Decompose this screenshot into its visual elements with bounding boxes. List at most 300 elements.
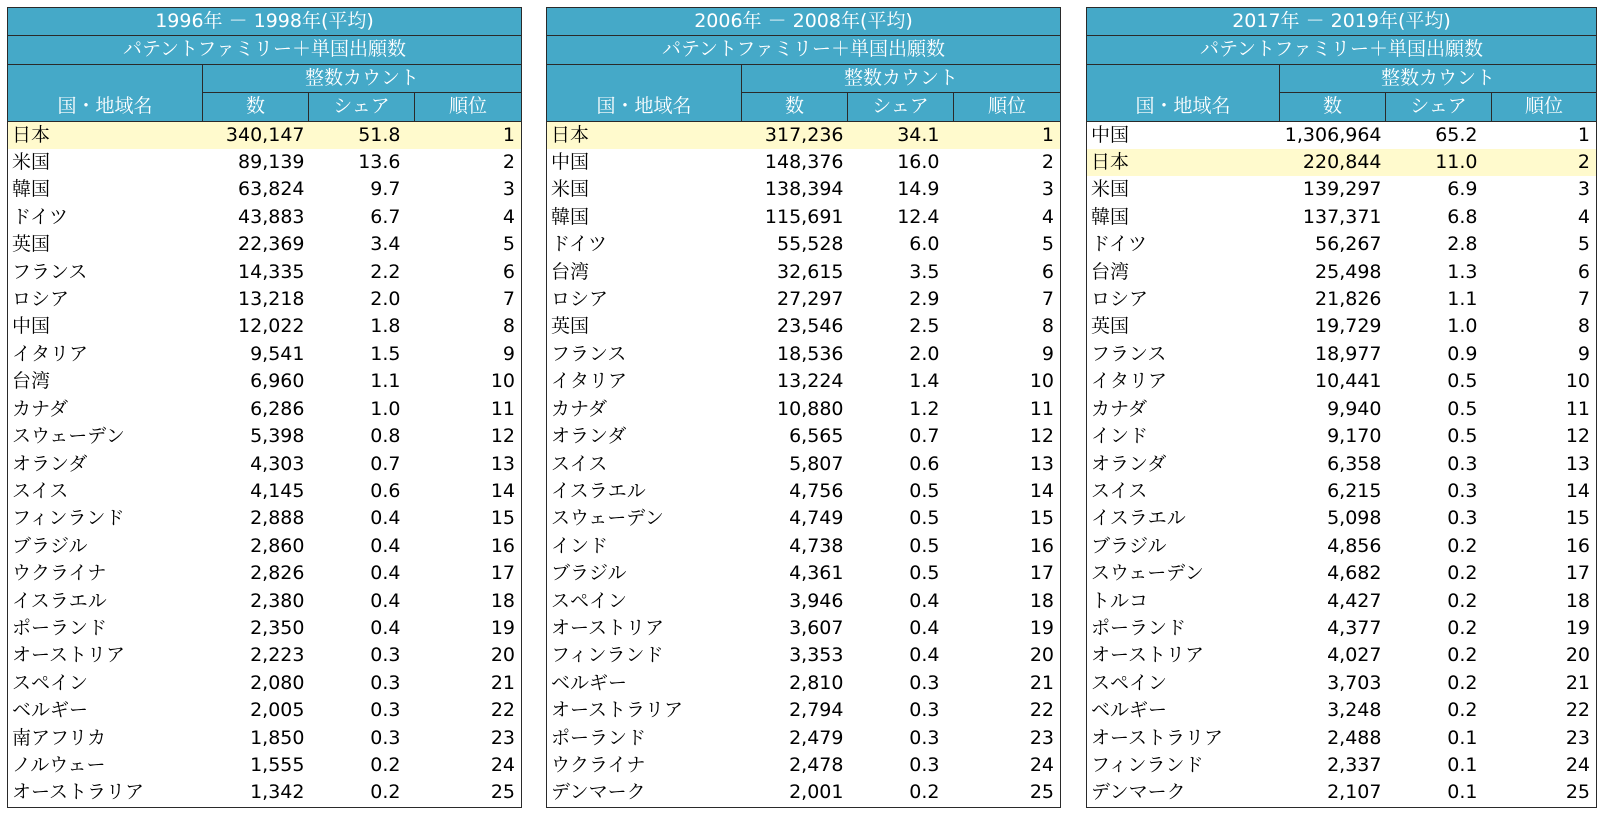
country-name: 韓国 xyxy=(547,204,742,231)
table-row xyxy=(1087,478,1597,505)
count-value: 6,215 xyxy=(1327,479,1382,502)
country-name: スペイン xyxy=(1087,670,1280,697)
country-name: デンマーク xyxy=(1087,779,1280,807)
count-value: 2,337 xyxy=(1327,753,1382,776)
table-row xyxy=(8,368,522,395)
table-row xyxy=(8,176,522,203)
share-value: 0.2 xyxy=(1447,562,1478,585)
table-row xyxy=(1087,752,1597,779)
rank-value: 22 xyxy=(1492,697,1597,724)
table-row xyxy=(8,121,522,149)
count-type-header: 整数カウント xyxy=(742,64,1061,92)
table-row xyxy=(1087,204,1597,231)
ranking-panel-2006-2008 xyxy=(546,7,1061,808)
country-name: カナダ xyxy=(8,396,203,423)
country-name: オーストリア xyxy=(8,642,203,669)
country-name: 日本 xyxy=(547,121,742,149)
count-value: 2,223 xyxy=(250,644,305,667)
metric-title: パテントファミリー＋単国出願数 xyxy=(8,36,522,64)
country-name: ドイツ xyxy=(8,204,203,231)
country-name: オランダ xyxy=(1087,451,1280,478)
share-value: 0.4 xyxy=(370,616,401,639)
count-value: 13,218 xyxy=(238,288,305,311)
table-row xyxy=(1087,642,1597,669)
table-row xyxy=(8,478,522,505)
country-name: ロシア xyxy=(8,286,203,313)
table-row xyxy=(8,779,522,807)
table-row xyxy=(1087,286,1597,313)
rank-value: 12 xyxy=(954,423,1061,450)
share-value: 0.4 xyxy=(909,644,940,667)
ranking-table xyxy=(546,7,1061,808)
rank-value: 2 xyxy=(415,149,522,176)
share-value: 0.2 xyxy=(848,779,954,807)
share-value: 34.1 xyxy=(848,121,954,149)
country-name: フィンランド xyxy=(8,505,203,532)
count-value: 2,810 xyxy=(789,671,844,694)
country-name: スイス xyxy=(8,478,203,505)
table-row xyxy=(8,588,522,615)
count-value: 13,224 xyxy=(777,370,844,393)
country-name: オーストラリア xyxy=(8,779,203,807)
metric-title: パテントファミリー＋単国出願数 xyxy=(1087,36,1597,64)
count-value: 2,794 xyxy=(789,699,844,722)
country-name: フランス xyxy=(1087,341,1280,368)
table-row xyxy=(8,423,522,450)
share-value: 65.2 xyxy=(1435,123,1478,146)
country-name: オランダ xyxy=(547,423,742,450)
table-row xyxy=(8,697,522,724)
country-name: 台湾 xyxy=(547,259,742,286)
rank-value: 2 xyxy=(954,149,1061,176)
share-value: 0.4 xyxy=(370,507,401,530)
ranking-panel-1996-1998 xyxy=(7,7,522,808)
rank-value: 21 xyxy=(415,670,522,697)
rank-value: 9 xyxy=(954,341,1061,368)
rank-value: 5 xyxy=(415,231,522,258)
count-value: 55,528 xyxy=(777,233,844,256)
column-header-count: 数 xyxy=(1280,93,1386,121)
count-value: 1,555 xyxy=(250,753,305,776)
country-name: 英国 xyxy=(8,231,203,258)
table-row xyxy=(8,533,522,560)
share-value: 2.9 xyxy=(909,288,940,311)
country-name: フィンランド xyxy=(547,642,742,669)
rank-value: 19 xyxy=(954,615,1061,642)
share-value: 0.5 xyxy=(909,534,940,557)
table-row xyxy=(8,341,522,368)
share-value: 0.3 xyxy=(909,753,940,776)
table-row xyxy=(8,505,522,532)
country-name: 韓国 xyxy=(1087,204,1280,231)
table-row xyxy=(547,313,1061,340)
count-value: 1,850 xyxy=(250,726,305,749)
country-name: イタリア xyxy=(547,368,742,395)
rank-value: 14 xyxy=(415,478,522,505)
count-value: 139,297 xyxy=(1302,178,1382,201)
share-value: 0.5 xyxy=(909,479,940,502)
rank-value: 11 xyxy=(954,396,1061,423)
share-value: 0.2 xyxy=(1447,616,1478,639)
country-name: スペイン xyxy=(547,588,742,615)
count-value: 21,826 xyxy=(1315,288,1382,311)
period-title: 2017年 － 2019年(平均) xyxy=(1087,8,1597,36)
count-value: 4,856 xyxy=(1327,534,1382,557)
rank-value: 18 xyxy=(954,588,1061,615)
rank-value: 1 xyxy=(1492,121,1597,149)
count-value: 2,080 xyxy=(250,671,305,694)
country-name: オーストリア xyxy=(1087,642,1280,669)
table-row xyxy=(547,259,1061,286)
country-name: イタリア xyxy=(8,341,203,368)
table-body xyxy=(1087,121,1597,807)
share-value: 1.1 xyxy=(1447,288,1478,311)
share-value: 1.8 xyxy=(370,315,401,338)
rank-value: 21 xyxy=(954,670,1061,697)
table-row xyxy=(8,725,522,752)
column-header-count: 数 xyxy=(203,93,309,121)
table-row xyxy=(8,231,522,258)
count-value: 6,286 xyxy=(250,397,305,420)
count-value: 2,350 xyxy=(250,616,305,639)
share-value: 0.5 xyxy=(909,562,940,585)
share-value: 0.3 xyxy=(370,726,401,749)
share-value: 51.8 xyxy=(309,121,415,149)
share-value: 0.3 xyxy=(370,671,401,694)
country-name: スペイン xyxy=(8,670,203,697)
country-name: トルコ xyxy=(1087,588,1280,615)
share-value: 0.4 xyxy=(370,534,401,557)
share-value: 0.2 xyxy=(1447,644,1478,667)
count-value: 4,145 xyxy=(250,479,305,502)
column-header-country: 国・地域名 xyxy=(547,93,742,121)
count-value: 148,376 xyxy=(764,151,844,174)
table-row xyxy=(547,121,1061,149)
share-value: 1.2 xyxy=(909,397,940,420)
rank-value: 17 xyxy=(954,560,1061,587)
rank-value: 20 xyxy=(1492,642,1597,669)
table-row xyxy=(547,231,1061,258)
count-value: 6,565 xyxy=(789,425,844,448)
rank-value: 3 xyxy=(415,176,522,203)
table-row xyxy=(547,396,1061,423)
table-row xyxy=(547,286,1061,313)
table-row xyxy=(1087,341,1597,368)
count-value: 2,479 xyxy=(789,726,844,749)
rank-value: 4 xyxy=(954,204,1061,231)
country-name: ブラジル xyxy=(547,560,742,587)
table-body xyxy=(8,121,522,807)
table-body xyxy=(547,121,1061,807)
count-value: 6,960 xyxy=(250,370,305,393)
share-value: 0.3 xyxy=(909,671,940,694)
table-row xyxy=(1087,149,1597,176)
count-value: 340,147 xyxy=(203,121,309,149)
rank-value: 16 xyxy=(1492,533,1597,560)
country-name: オランダ xyxy=(8,451,203,478)
column-header-count: 数 xyxy=(742,93,848,121)
count-value: 4,427 xyxy=(1327,589,1382,612)
country-name: スウェーデン xyxy=(8,423,203,450)
table-row xyxy=(8,259,522,286)
count-type-header: 整数カウント xyxy=(1280,64,1597,92)
table-row xyxy=(547,725,1061,752)
count-value: 5,398 xyxy=(250,425,305,448)
rank-value: 14 xyxy=(1492,478,1597,505)
table-row xyxy=(1087,725,1597,752)
table-row xyxy=(547,615,1061,642)
table-row xyxy=(1087,313,1597,340)
table-row xyxy=(1087,176,1597,203)
table-row xyxy=(1087,615,1597,642)
country-name: ロシア xyxy=(1087,286,1280,313)
table-row xyxy=(1087,423,1597,450)
country-name: ロシア xyxy=(547,286,742,313)
rank-value: 19 xyxy=(1492,615,1597,642)
rank-value: 7 xyxy=(954,286,1061,313)
country-name: スウェーデン xyxy=(1087,560,1280,587)
share-value: 0.3 xyxy=(1447,452,1478,475)
country-name: ポーランド xyxy=(1087,615,1280,642)
rank-value: 17 xyxy=(1492,560,1597,587)
rank-value: 1 xyxy=(954,121,1061,149)
rank-value: 19 xyxy=(415,615,522,642)
share-value: 9.7 xyxy=(370,178,401,201)
share-value: 0.2 xyxy=(1447,589,1478,612)
rank-value: 14 xyxy=(954,478,1061,505)
count-value: 9,940 xyxy=(1327,397,1382,420)
header-blank-cell xyxy=(547,64,742,92)
table-row xyxy=(8,752,522,779)
table-row xyxy=(547,642,1061,669)
table-row xyxy=(547,752,1061,779)
country-name: オーストラリア xyxy=(547,697,742,724)
table-row xyxy=(1087,505,1597,532)
table-row xyxy=(8,149,522,176)
rank-value: 5 xyxy=(954,231,1061,258)
table-row xyxy=(547,478,1061,505)
share-value: 1.3 xyxy=(1447,260,1478,283)
country-name: 韓国 xyxy=(8,176,203,203)
rank-value: 3 xyxy=(954,176,1061,203)
rank-value: 17 xyxy=(415,560,522,587)
country-name: ブラジル xyxy=(8,533,203,560)
count-value: 19,729 xyxy=(1315,315,1382,338)
rank-value: 12 xyxy=(415,423,522,450)
rank-value: 22 xyxy=(415,697,522,724)
country-name: オーストリア xyxy=(547,615,742,642)
count-value: 4,377 xyxy=(1327,616,1382,639)
count-value: 3,607 xyxy=(789,616,844,639)
country-name: カナダ xyxy=(547,396,742,423)
country-name: カナダ xyxy=(1087,396,1280,423)
count-value: 2,001 xyxy=(742,779,848,807)
metric-title: パテントファミリー＋単国出願数 xyxy=(547,36,1061,64)
table-row xyxy=(8,670,522,697)
count-value: 2,488 xyxy=(1327,726,1382,749)
rank-value: 15 xyxy=(954,505,1061,532)
table-row xyxy=(547,779,1061,807)
share-value: 0.3 xyxy=(909,699,940,722)
column-header-share: シェア xyxy=(1386,93,1492,121)
country-name: フランス xyxy=(547,341,742,368)
rank-value: 23 xyxy=(954,725,1061,752)
table-row xyxy=(1087,368,1597,395)
ranking-panel-2017-2019 xyxy=(1086,7,1597,808)
table-row xyxy=(1087,259,1597,286)
column-header-rank: 順位 xyxy=(415,93,522,121)
count-value: 317,236 xyxy=(742,121,848,149)
rank-value: 6 xyxy=(954,259,1061,286)
share-value: 11.0 xyxy=(1386,149,1492,176)
rank-value: 25 xyxy=(954,779,1061,807)
share-value: 0.2 xyxy=(370,753,401,776)
count-value: 10,441 xyxy=(1315,370,1382,393)
rank-value: 16 xyxy=(415,533,522,560)
count-value: 56,267 xyxy=(1315,233,1382,256)
count-value: 138,394 xyxy=(764,178,844,201)
rank-value: 7 xyxy=(1492,286,1597,313)
count-type-header: 整数カウント xyxy=(203,64,522,92)
table-row xyxy=(1087,670,1597,697)
rank-value: 6 xyxy=(1492,259,1597,286)
rank-value: 3 xyxy=(1492,176,1597,203)
table-row xyxy=(547,560,1061,587)
rank-value: 18 xyxy=(415,588,522,615)
share-value: 13.6 xyxy=(358,151,401,174)
rank-value: 12 xyxy=(1492,423,1597,450)
ranking-table xyxy=(7,7,522,808)
country-name: 南アフリカ xyxy=(8,725,203,752)
share-value: 0.4 xyxy=(909,616,940,639)
share-value: 0.2 xyxy=(1447,699,1478,722)
country-name: スイス xyxy=(547,451,742,478)
column-header-rank: 順位 xyxy=(1492,93,1597,121)
share-value: 0.4 xyxy=(370,562,401,585)
count-value: 3,703 xyxy=(1327,671,1382,694)
period-title: 1996年 － 1998年(平均) xyxy=(8,8,522,36)
table-row xyxy=(1087,560,1597,587)
count-value: 2,107 xyxy=(1280,779,1386,807)
share-value: 1.5 xyxy=(370,342,401,365)
rank-value: 10 xyxy=(954,368,1061,395)
share-value: 1.4 xyxy=(909,370,940,393)
country-name: 中国 xyxy=(1087,121,1280,149)
table-row xyxy=(1087,779,1597,807)
rank-value: 24 xyxy=(415,752,522,779)
rank-value: 24 xyxy=(1492,752,1597,779)
table-row xyxy=(8,396,522,423)
rank-value: 8 xyxy=(415,313,522,340)
share-value: 6.7 xyxy=(370,205,401,228)
table-row xyxy=(8,313,522,340)
count-value: 220,844 xyxy=(1280,149,1386,176)
rank-value: 1 xyxy=(415,121,522,149)
column-header-share: シェア xyxy=(848,93,954,121)
period-title: 2006年 － 2008年(平均) xyxy=(547,8,1061,36)
country-name: ノルウェー xyxy=(8,752,203,779)
rank-value: 10 xyxy=(1492,368,1597,395)
share-value: 0.1 xyxy=(1386,779,1492,807)
share-value: 1.1 xyxy=(370,370,401,393)
table-row xyxy=(547,697,1061,724)
table-row xyxy=(8,286,522,313)
count-value: 89,139 xyxy=(238,151,305,174)
country-name: ドイツ xyxy=(547,231,742,258)
table-row xyxy=(8,560,522,587)
share-value: 3.5 xyxy=(909,260,940,283)
country-name: 中国 xyxy=(8,313,203,340)
country-name: ベルギー xyxy=(547,670,742,697)
count-value: 1,342 xyxy=(203,779,309,807)
share-value: 3.4 xyxy=(370,233,401,256)
share-value: 0.6 xyxy=(909,452,940,475)
table-row xyxy=(1087,121,1597,149)
count-value: 9,541 xyxy=(250,342,305,365)
share-value: 0.3 xyxy=(370,699,401,722)
count-value: 18,536 xyxy=(777,342,844,365)
country-name: スウェーデン xyxy=(547,505,742,532)
country-name: ベルギー xyxy=(1087,697,1280,724)
country-name: ウクライナ xyxy=(8,560,203,587)
share-value: 0.5 xyxy=(1447,425,1478,448)
country-name: ポーランド xyxy=(547,725,742,752)
rank-value: 4 xyxy=(415,204,522,231)
share-value: 0.7 xyxy=(909,425,940,448)
country-name: ウクライナ xyxy=(547,752,742,779)
table-row xyxy=(1087,533,1597,560)
count-value: 6,358 xyxy=(1327,452,1382,475)
rank-value: 8 xyxy=(954,313,1061,340)
table-row xyxy=(547,176,1061,203)
table-row xyxy=(547,149,1061,176)
country-name: 中国 xyxy=(547,149,742,176)
table-row xyxy=(8,204,522,231)
country-name: 英国 xyxy=(547,313,742,340)
country-name: ブラジル xyxy=(1087,533,1280,560)
country-name: イスラエル xyxy=(1087,505,1280,532)
share-value: 2.5 xyxy=(909,315,940,338)
share-value: 0.7 xyxy=(370,452,401,475)
count-value: 4,738 xyxy=(789,534,844,557)
country-name: 台湾 xyxy=(8,368,203,395)
column-header-rank: 順位 xyxy=(954,93,1061,121)
share-value: 0.5 xyxy=(1447,397,1478,420)
rank-value: 25 xyxy=(415,779,522,807)
table-row xyxy=(547,505,1061,532)
count-value: 5,098 xyxy=(1327,507,1382,530)
country-name: ベルギー xyxy=(8,697,203,724)
table-row xyxy=(547,451,1061,478)
count-value: 4,303 xyxy=(250,452,305,475)
table-row xyxy=(1087,588,1597,615)
count-value: 12,022 xyxy=(238,315,305,338)
count-value: 25,498 xyxy=(1315,260,1382,283)
rank-value: 20 xyxy=(954,642,1061,669)
count-value: 4,682 xyxy=(1327,562,1382,585)
share-value: 0.2 xyxy=(309,779,415,807)
rank-value: 21 xyxy=(1492,670,1597,697)
rank-value: 22 xyxy=(954,697,1061,724)
share-value: 0.3 xyxy=(1447,507,1478,530)
share-value: 2.8 xyxy=(1447,233,1478,256)
share-value: 0.6 xyxy=(370,479,401,502)
share-value: 6.9 xyxy=(1447,178,1478,201)
count-value: 115,691 xyxy=(764,205,844,228)
rank-value: 24 xyxy=(954,752,1061,779)
country-name: インド xyxy=(547,533,742,560)
share-value: 0.5 xyxy=(909,507,940,530)
